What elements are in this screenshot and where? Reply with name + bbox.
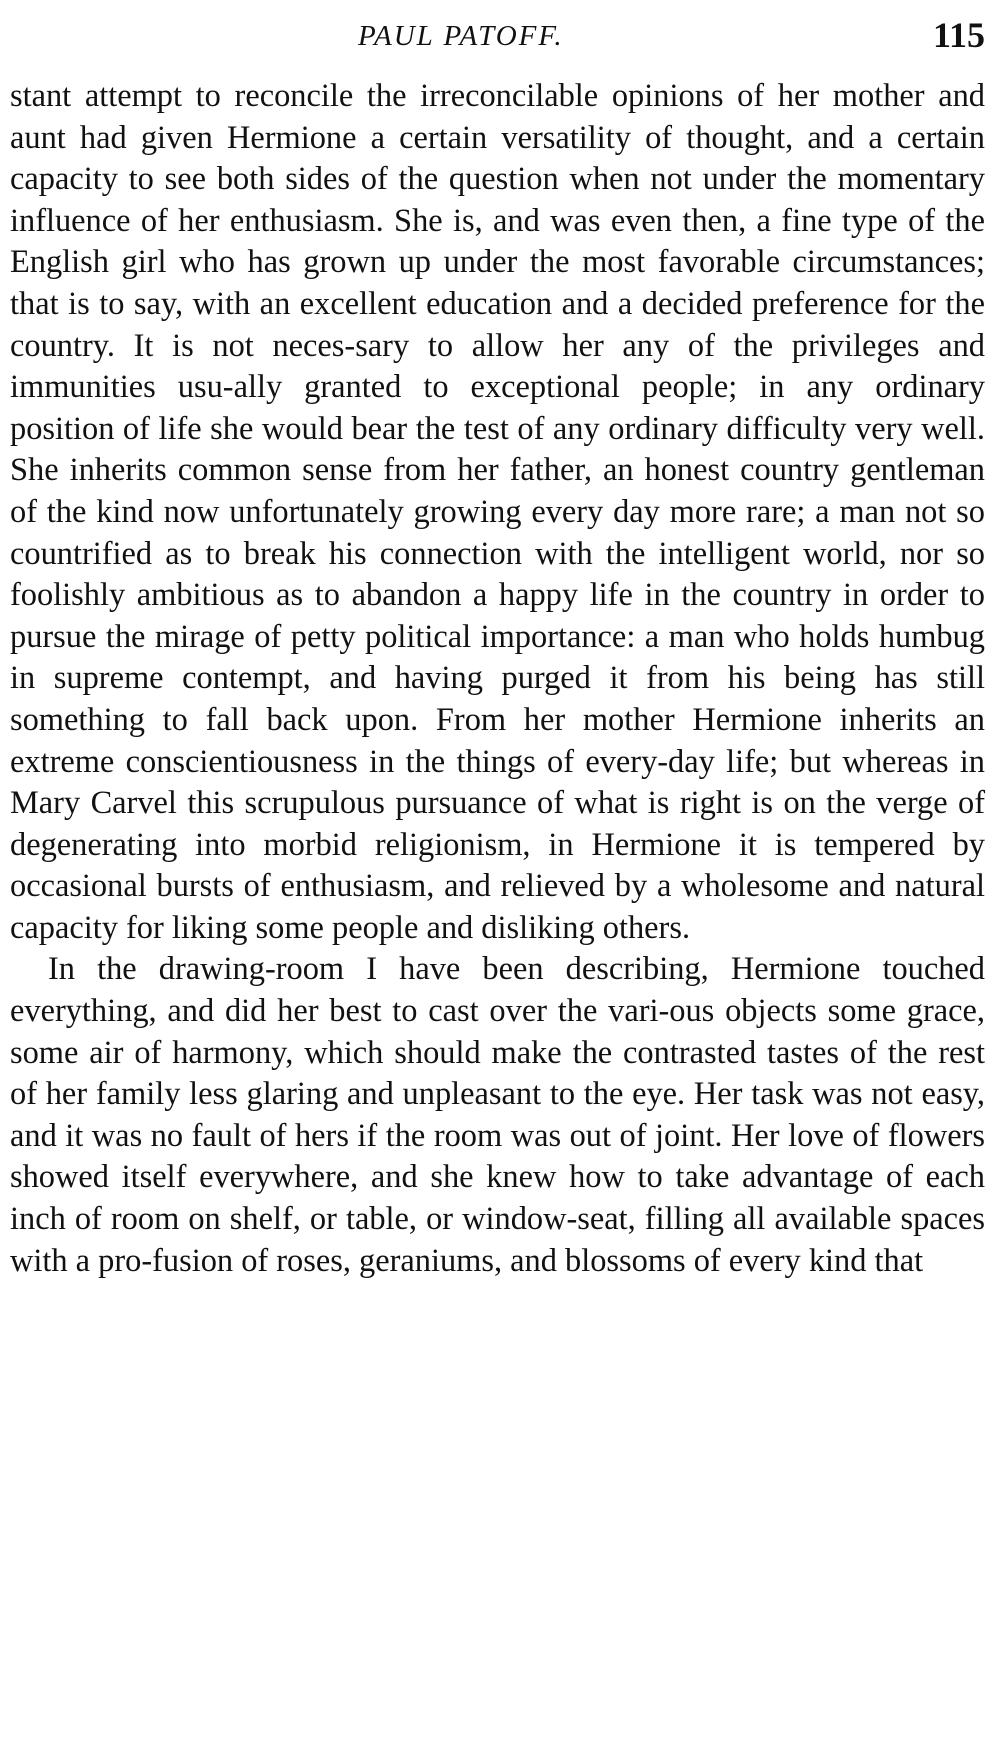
page-header (10, 12, 985, 66)
body-text (10, 76, 985, 1282)
page-number: 115 (932, 15, 985, 55)
running-head: PAUL PATOFF. (358, 20, 564, 52)
paragraph-2: In the drawing-room I have been describing, Hermione touched everything, and did her best to cast over the vari-ous objects some grace, some air of harmony, which should make the contrasted tastes of the rest of her family less glaring and unpleasant to the eye. Her task was not easy, and it was no fault of hers if the room was out of joint. Her love of flowers showed itself everywhere, and she knew how to take advantage of each inch of room on shelf, or table, or window-seat, filling all available spaces with a pro-fusion of roses, geraniums, and blossoms of every kind that (10, 951, 985, 1279)
paragraph-1: stant attempt to reconcile the irreconcilable opinions of her mother and aunt had given Hermione a certain versatility of thought, and a certain capacity to see both sides of the question when not under the momentary influence of her enthusiasm. She is, and was even then, a fine type of the English girl who has grown up under the most favorable circumstances; that is to say, with an excellent education and a decided preference for the country. It is not neces-sary to allow her any of the privileges and immunities usu-ally granted to exceptional people; in any ordinary position of life she would bear the test of any ordinary difficulty very well. She inherits common sense from her father, an honest country gentleman of the kind now unfortunately growing every day more rare; a man not so countrified as to break his connection with the intelligent world, nor so foolishly ambitious as to abandon a happy life in the country in order to pursue the mirage of petty political importance: a man who holds humbug in supreme contempt, and having purged it from his being has still something to fall back upon. From her mother Hermione inherits an extreme conscientiousness in the things of every-day life; but whereas in Mary Carvel this scrupulous pursuance of what is right is on the verge of degenerating into morbid religionism, in Hermione it is tempered by occasional bursts of enthusiasm, and relieved by a wholesome and natural capacity for liking some people and disliking others. (10, 78, 985, 946)
